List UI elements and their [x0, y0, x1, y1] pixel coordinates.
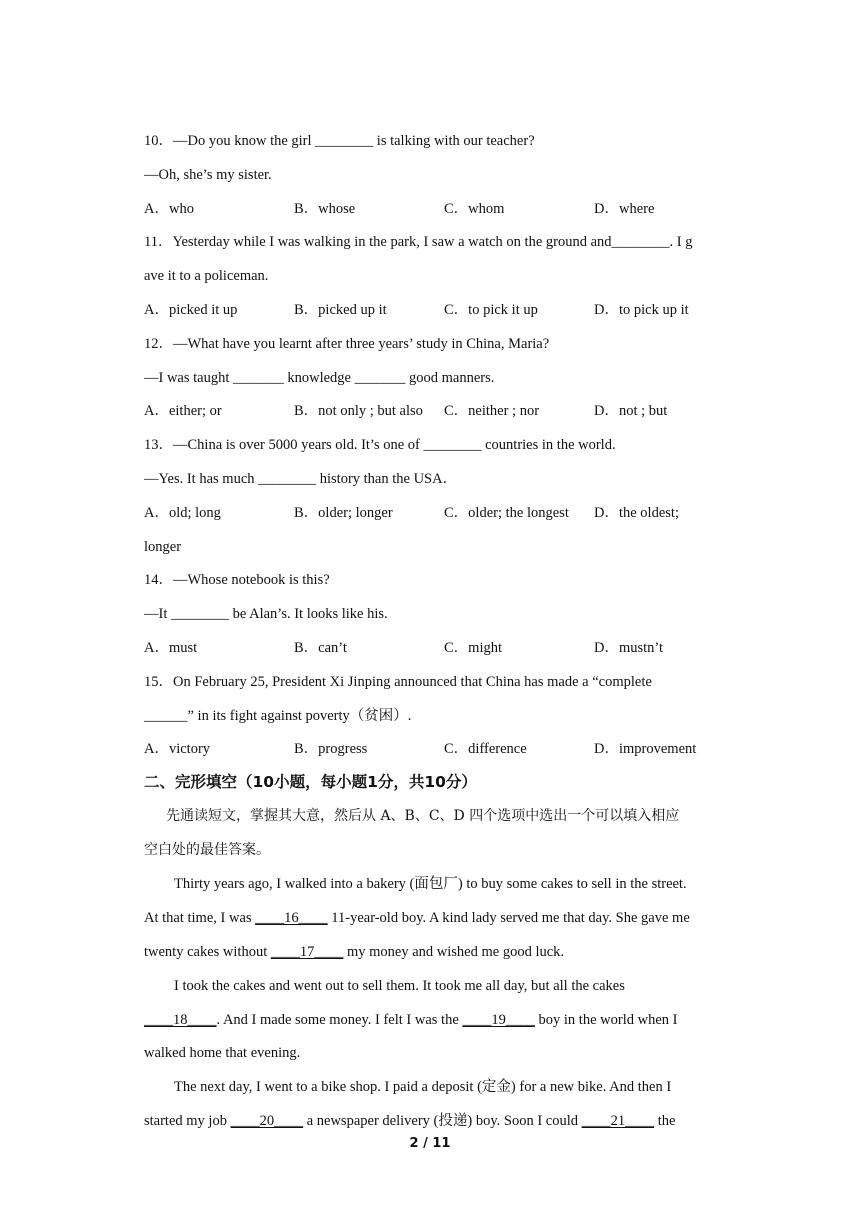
question-15-option-c: C．difference [444, 741, 527, 757]
passage-p1-line3 [144, 943, 564, 961]
section-2-instruction-line1: 先通读短文，掌握其大意，然后从 A、B、C、D 四个选项中选出一个可以填入相应 [166, 808, 680, 824]
question-11-option-b: B．picked up it [294, 302, 387, 318]
question-13-option-b: B．older; longer [294, 505, 393, 521]
question-12-line2: —I was taught _______ knowledge _______ good manners. [144, 370, 495, 386]
passage-p2-line3: walked home that evening. [144, 1045, 301, 1061]
question-14-stem: 14．—Whose notebook is this? [144, 572, 330, 588]
passage-text: my money and wished me good luck. [343, 944, 565, 960]
question-11-option-c: C．to pick it up [444, 302, 538, 318]
question-12-option-b: B．not only ; but also [294, 403, 423, 419]
question-12-stem: 12．—What have you learnt after three years’ study in China, Maria? [144, 336, 550, 352]
question-10-stem: 10．—Do you know the girl ________ is talking with our teacher? [144, 133, 535, 149]
question-10-option-b: B．whose [294, 201, 356, 217]
passage-p3-line2 [144, 1112, 675, 1130]
section-2-instruction-line2: 空白处的最佳答案。 [144, 842, 270, 858]
passage-text: boy in the world when I [534, 1012, 678, 1028]
question-13-option-a: A．old; long [144, 505, 221, 521]
question-15-stem: 15．On February 25, President Xi Jinping announced that China has made a “complete [144, 674, 652, 690]
question-13-line2: —Yes. It has much ________ history than the USA． [144, 471, 458, 487]
passage-text: the [654, 1113, 676, 1129]
question-15-option-d: D．improvement [594, 741, 697, 757]
question-10-option-a: A．who [144, 201, 194, 217]
passage-text: a newspaper delivery (投递) boy. Soon I could [303, 1113, 582, 1129]
blank-17: ____17____ [270, 944, 344, 960]
blank-21: ____21____ [581, 1113, 655, 1129]
question-14-option-c: C．might [444, 640, 503, 656]
question-15-option-a: A．victory [144, 741, 211, 757]
passage-text: started my job [144, 1113, 231, 1129]
question-13-option-d: D．the oldest; [594, 505, 679, 521]
section-2-heading: 二、完形填空（10小题，每小题1分，共10分） [144, 773, 477, 791]
passage-p1-line2 [144, 909, 690, 927]
question-14-option-d: D．mustn’t [594, 640, 664, 656]
passage-p1-line1: Thirty years ago, I walked into a bakery (面包厂) to buy some cakes to sell in the street. [174, 876, 687, 892]
passage-p2-line2 [144, 1011, 677, 1029]
question-11-line2: ave it to a policeman. [144, 268, 269, 284]
question-15-line2: ______” in its fight against poverty（贫困）. [144, 708, 412, 724]
blank-18: ____18____ [144, 1012, 217, 1028]
question-13-option-c: C．older; the longest [444, 505, 569, 521]
blank-16: ____16____ [255, 910, 328, 926]
blank-19: ____19____ [462, 1012, 535, 1028]
question-10-option-d: D．where [594, 201, 655, 217]
question-11-option-a: A．picked it up [144, 302, 238, 318]
page-number: 2 / 11 [409, 1136, 451, 1151]
passage-text: . And I made some money. I felt I was the [216, 1012, 463, 1028]
question-10-line2: —Oh, she’s my sister. [144, 167, 272, 183]
passage-text: 11-year-old boy. A kind lady served me that day. She gave me [327, 910, 690, 926]
question-14-line2: —It ________ be Alan’s. It looks like his. [144, 606, 388, 622]
passage-p3-line1: The next day, I went to a bike shop. I paid a deposit (定金) for a new bike. And then I [174, 1079, 672, 1095]
passage-p2-line1: I took the cakes and went out to sell them. It took me all day, but all the cakes [174, 978, 625, 994]
question-15-option-b: B．progress [294, 741, 368, 757]
passage-text: At that time, I was [144, 910, 256, 926]
question-12-option-d: D．not ; but [594, 403, 668, 419]
question-10-option-c: C．whom [444, 201, 505, 217]
blank-20: ____20____ [230, 1113, 304, 1129]
question-11-option-d: D．to pick up it [594, 302, 689, 318]
question-14-option-b: B．can’t [294, 640, 347, 656]
question-13-stem: 13．—China is over 5000 years old. It’s one of ________ countries in the world. [144, 437, 616, 453]
question-11-stem: 11．Yesterday while I was walking in the park, I saw a watch on the ground and________. I g [144, 234, 693, 250]
passage-text: twenty cakes without [144, 944, 271, 960]
question-12-option-c: C．neither ; nor [444, 403, 540, 419]
question-14-option-a: A．must [144, 640, 198, 656]
question-13-option-d-wrap: longer [144, 539, 182, 555]
question-12-option-a: A．either; or [144, 403, 222, 419]
